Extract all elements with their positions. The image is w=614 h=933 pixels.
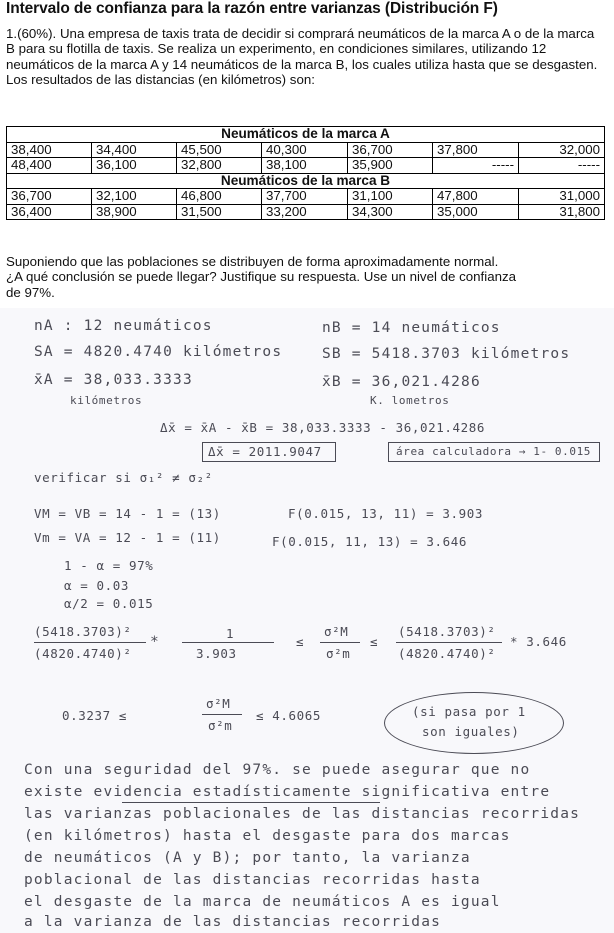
hw-note-oval: [384, 692, 564, 754]
hw-ineq-right-f: * 3.646: [510, 634, 567, 649]
hw-ineq-den-left: (4820.4740)²: [34, 646, 132, 661]
table-row: [7, 189, 605, 205]
hw-result-num: σ²M: [206, 696, 231, 711]
hw-conclusion-line: Con una seguridad del 97%. se puede asegurar que no: [24, 762, 531, 778]
table-cell: 32,800: [177, 158, 262, 174]
table-cell: 35,000: [433, 204, 519, 220]
table-cell: 38,100: [262, 158, 348, 174]
table-cell: 38,400: [7, 142, 92, 158]
problem-section: [0, 0, 614, 308]
table-cell: 48,400: [7, 158, 92, 174]
table-cell: 31,100: [348, 189, 433, 205]
handwritten-solution: [0, 308, 614, 933]
hw-ineq-num-left: (5418.3703)²: [34, 624, 132, 639]
hw-fraction-line: [34, 642, 146, 643]
table-cell: 47,800: [433, 189, 519, 205]
hw-ineq-le-1: ≤: [296, 634, 305, 649]
problem-statement: 1.(60%). Una empresa de taxis trata de decidir si comprará neumáticos de la marca A o de la marca B para su flotilla de taxis. Se realiza un experimento, en condiciones similares, utilizando 12 neumáticos de la marca A y 14 neumáticos de la marca B, los cuales utiliza hasta que se desgasten. Los resultados de las distancias (en kilómetros) son:: [6, 26, 598, 88]
table-cell: 36,400: [7, 204, 92, 220]
hw-conclusion-line: existe evidencia estadísticamente significativa entre: [24, 784, 551, 800]
hw-ineq-num-right: (5418.3703)²: [398, 624, 496, 639]
hw-conclusion-line: las varianzas poblacionales de las distancias recorridas: [24, 806, 581, 822]
hw-fraction-line: [320, 642, 360, 643]
table-cell: 31,800: [519, 204, 605, 220]
table-cell: 40,300: [262, 142, 348, 158]
hw-note-line-2: son iguales): [422, 724, 520, 739]
hw-ineq-mid-den: σ²m: [326, 646, 351, 661]
hw-fraction-line: [182, 642, 274, 643]
hw-vm-a: Vm = VA = 12 - 1 = (11): [34, 530, 221, 545]
hw-nb: nB = 14 neumáticos: [322, 320, 501, 336]
hw-conclusion-line: (en kilómetros) hasta el desgaste para dos marcas: [24, 828, 511, 844]
question-line: Suponiendo que las poblaciones se distribuyen de forma aproximadamente normal.: [6, 254, 499, 269]
table-cell: 32,000: [519, 142, 605, 158]
hw-ineq-den-right: (4820.4740)²: [398, 646, 496, 661]
hw-confidence: 1 - α = 97%: [64, 558, 154, 573]
table-header-row: [7, 173, 605, 189]
hw-xb: x̄B = 36,021.4286: [322, 374, 481, 390]
table-cell: 34,400: [92, 142, 177, 158]
hw-ineq-one: 1: [226, 626, 235, 641]
table-cell: 31,000: [519, 189, 605, 205]
table-cell: -----: [433, 158, 519, 174]
question-line: de 97%.: [6, 284, 55, 300]
table-cell: 36,700: [348, 142, 433, 158]
table-cell: 45,500: [177, 142, 262, 158]
table-cell: 35,900: [348, 158, 433, 174]
hw-verify: verificar si σ₁² ≠ σ₂²: [34, 470, 213, 485]
hw-conclusion-line: poblacional de las distancias recorridas hasta: [24, 872, 481, 888]
hw-vm-b: VM = VB = 14 - 1 = (13): [34, 506, 221, 521]
table-header-row: [7, 127, 605, 143]
hw-alpha: α = 0.03: [64, 578, 130, 593]
question-line: ¿A qué conclusión se puede llegar? Justifique su respuesta. Use un nivel de confianza: [6, 269, 517, 285]
hw-fraction-line: [202, 714, 242, 715]
hw-ineq-f: 3.903: [196, 646, 237, 661]
table-cell: 31,500: [177, 204, 262, 220]
hw-ineq-times: *: [150, 634, 160, 650]
hw-ineq-mid-num: σ²M: [324, 624, 349, 639]
hw-f-lower: F(0.015, 11, 13) = 3.646: [272, 534, 468, 549]
hw-na: nA : 12 neumáticos: [34, 318, 213, 334]
hw-delta-mean: Δx̄ = x̄A - x̄B = 38,033.3333 - 36,021.4286: [160, 420, 486, 435]
table-cell: 32,100: [92, 189, 177, 205]
hw-xa-unit: kilómetros: [70, 394, 143, 407]
hw-sa: SA = 4820.4740 kilómetros: [34, 344, 283, 360]
hw-area: área calculadora → 1- 0.015: [396, 445, 592, 458]
brand-b-header: Neumáticos de la marca B: [7, 173, 605, 189]
hw-f-upper: F(0.015, 13, 11) = 3.903: [288, 506, 484, 521]
problem-question: [6, 254, 606, 300]
tire-distance-table: [6, 126, 605, 220]
table-row: [7, 204, 605, 220]
hw-sb: SB = 5418.3703 kilómetros: [322, 346, 571, 362]
table-cell: 34,300: [348, 204, 433, 220]
table-cell: 33,200: [262, 204, 348, 220]
hw-xb-unit: K. lometros: [370, 394, 450, 407]
hw-conclusion-line: de neumáticos (A y B); por tanto, la varianza: [24, 850, 471, 866]
hw-result-right: ≤ 4.6065: [256, 708, 322, 723]
table-row: [7, 142, 605, 158]
table-cell: 46,800: [177, 189, 262, 205]
table-cell: 36,100: [92, 158, 177, 174]
table-row: [7, 158, 605, 174]
hw-half-alpha: α/2 = 0.015: [64, 596, 154, 611]
table-cell: 37,800: [433, 142, 519, 158]
hw-underline: [122, 802, 380, 803]
hw-ineq-le-2: ≤: [370, 634, 379, 649]
table-cell: 37,700: [262, 189, 348, 205]
hw-delta-result: Δx̄ = 2011.9047: [208, 444, 322, 459]
hw-conclusion-line: el desgaste de la marca de neumáticos A es igual: [24, 894, 501, 910]
hw-result-left: 0.3237 ≤: [62, 708, 128, 723]
table-cell: 36,700: [7, 189, 92, 205]
brand-a-header: Neumáticos de la marca A: [7, 127, 605, 143]
table-cell: -----: [519, 158, 605, 174]
hw-xa: x̄A = 38,033.3333: [34, 372, 193, 388]
hw-note-line-1: (si pasa por 1: [412, 704, 526, 719]
hw-result-den: σ²m: [208, 718, 233, 733]
table-cell: 38,900: [92, 204, 177, 220]
hw-fraction-line: [396, 642, 502, 643]
hw-conclusion-line: a la varianza de las distancias recorridas: [24, 914, 442, 930]
problem-title: Intervalo de confianza para la razón entre varianzas (Distribución F): [6, 0, 498, 17]
